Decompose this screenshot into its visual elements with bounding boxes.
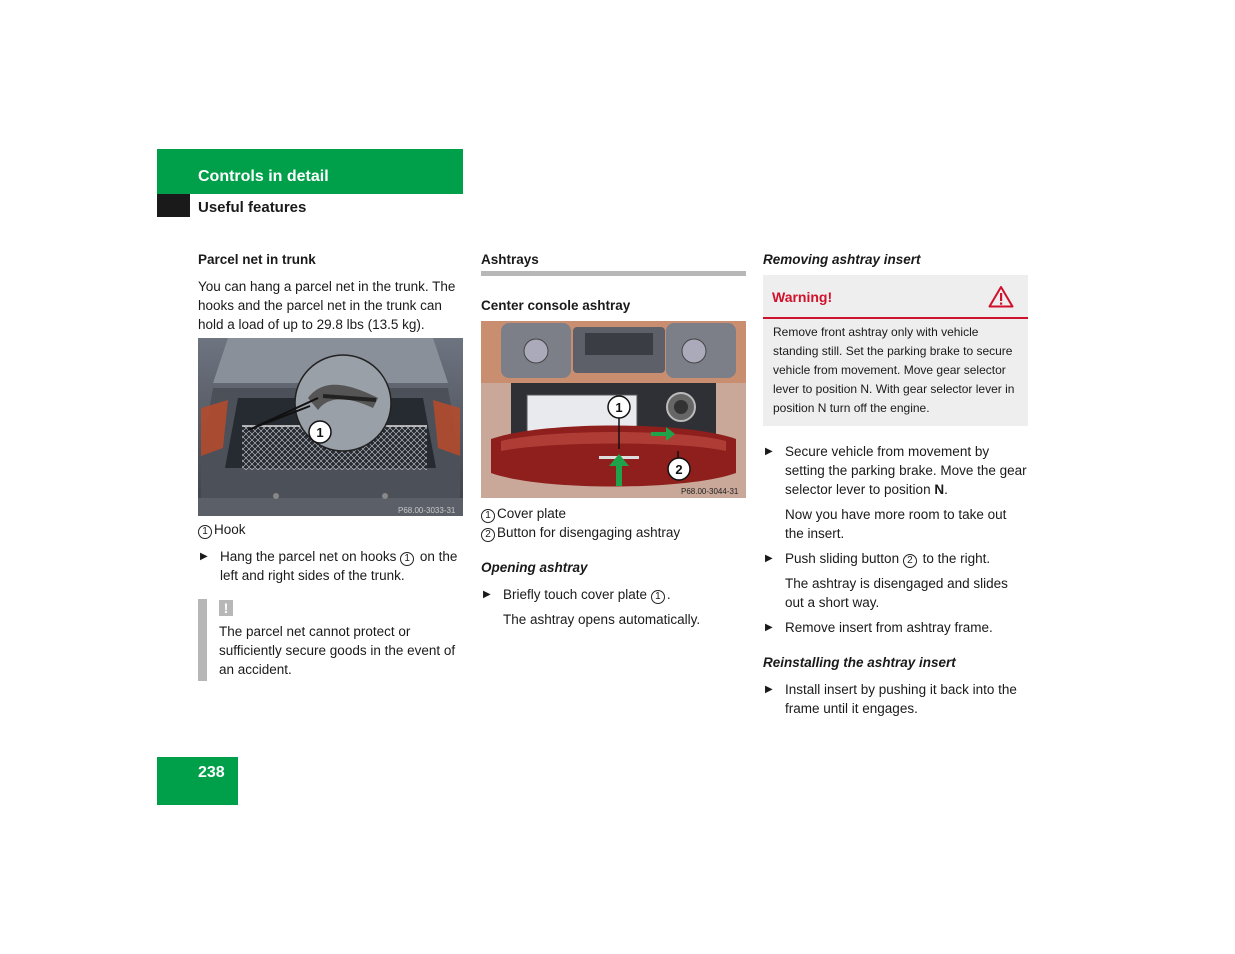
legend-button bbox=[481, 523, 746, 542]
parcel-net-heading: Parcel net in trunk bbox=[198, 252, 316, 267]
bullet-arrow-icon: ▶ bbox=[483, 589, 491, 600]
warning-box bbox=[763, 275, 1028, 426]
reinstall-heading: Reinstalling the ashtray insert bbox=[763, 655, 956, 670]
ashtray-image-code: P68.00-3044-31 bbox=[681, 487, 739, 496]
subsection-title: Useful features bbox=[198, 199, 307, 216]
callout-2: 2 bbox=[903, 554, 917, 568]
section-title: Controls in detail bbox=[198, 168, 329, 185]
bullet-arrow-icon: ▶ bbox=[765, 446, 773, 457]
legend-hook bbox=[198, 520, 463, 539]
remove-insert-step bbox=[763, 618, 1028, 637]
parcel-net-intro: You can hang a parcel net in the trunk. The hooks and the parcel net in the trunk can hold a load of up to 29.8 lbs (13.5 kg). bbox=[198, 279, 456, 332]
trunk-image-code: P68.00-3033-31 bbox=[398, 506, 456, 515]
secure-vehicle-result: Now you have more room to take out the insert. bbox=[785, 507, 1007, 541]
push-button-step bbox=[763, 549, 1028, 568]
legend-hook-label: Hook bbox=[214, 522, 246, 537]
marker-1-label: 1 bbox=[615, 400, 623, 415]
step-text-c: . bbox=[944, 482, 948, 497]
trunk-illustration bbox=[198, 338, 463, 516]
opening-step bbox=[481, 585, 746, 604]
push-button-result: The ashtray is disengaged and slides out a short way. bbox=[785, 576, 1008, 610]
ashtray-illustration bbox=[481, 321, 746, 498]
warning-triangle-icon bbox=[988, 285, 1014, 313]
caution-note bbox=[198, 599, 463, 679]
center-console-heading: Center console ashtray bbox=[481, 298, 631, 313]
warning-text: Remove front ashtray only with vehicle standing still. Set the parking brake to secure vehicle from movement. Move gear selector lever to position N. With gear selector lever in position N turn off the engine. bbox=[773, 325, 1015, 415]
note-text: The parcel net cannot protect or sufficiently secure goods in the event of an accident. bbox=[219, 624, 456, 677]
warning-header bbox=[763, 275, 1028, 319]
step-text-a: Secure vehicle from movement by setting the parking brake. Move the gear selector lever to position bbox=[785, 444, 1027, 497]
trunk-photo bbox=[198, 338, 463, 516]
warning-title: Warning! bbox=[772, 289, 833, 305]
bullet-arrow-icon: ▶ bbox=[765, 622, 773, 633]
step-text: Remove insert from ashtray frame. bbox=[785, 620, 993, 635]
opening-ashtray-heading: Opening ashtray bbox=[481, 560, 588, 575]
note-bar bbox=[198, 599, 207, 681]
marker-2-label: 2 bbox=[675, 462, 683, 477]
step-text: Install insert by pushing it back into the frame until it engages. bbox=[785, 682, 1017, 716]
step-text-b: on the left and right sides of the trunk. bbox=[220, 549, 458, 583]
callout-2: 2 bbox=[481, 528, 495, 542]
ashtrays-heading: Ashtrays bbox=[481, 252, 539, 267]
step-text-b: to the right. bbox=[922, 551, 991, 566]
step-text-a: Push sliding button bbox=[785, 551, 900, 566]
secure-vehicle-step bbox=[763, 442, 1028, 499]
callout-1: 1 bbox=[651, 590, 665, 604]
bullet-arrow-icon: ▶ bbox=[765, 553, 773, 564]
legend-cover-plate bbox=[481, 504, 746, 523]
bullet-arrow-icon: ▶ bbox=[200, 551, 208, 562]
column-parcel-net bbox=[198, 250, 463, 679]
heading-rule bbox=[481, 271, 746, 276]
legend-button-label: Button for disengaging ashtray bbox=[497, 525, 681, 540]
gear-position: N bbox=[934, 482, 945, 497]
page-number: 238 bbox=[198, 764, 225, 781]
subsection-marker bbox=[157, 194, 190, 217]
step-text-a: Briefly touch cover plate bbox=[503, 587, 648, 602]
removing-insert-heading: Removing ashtray insert bbox=[763, 252, 921, 267]
bullet-arrow-icon: ▶ bbox=[765, 684, 773, 695]
legend-cover-plate-label: Cover plate bbox=[497, 506, 567, 521]
exclamation-icon: ! bbox=[219, 600, 233, 616]
opening-result: The ashtray opens automatically. bbox=[503, 612, 701, 627]
step-text-a: Hang the parcel net on hooks bbox=[220, 549, 397, 564]
callout-1: 1 bbox=[400, 552, 414, 566]
marker-1-label: 1 bbox=[316, 425, 324, 440]
ashtray-photo bbox=[481, 321, 746, 498]
reinstall-step bbox=[763, 680, 1028, 718]
column-removing-insert bbox=[763, 250, 1028, 718]
step-text-b: . bbox=[666, 587, 671, 602]
callout-1: 1 bbox=[198, 525, 212, 539]
column-ashtrays bbox=[481, 250, 746, 629]
callout-1: 1 bbox=[481, 509, 495, 523]
parcel-net-step bbox=[198, 547, 463, 585]
